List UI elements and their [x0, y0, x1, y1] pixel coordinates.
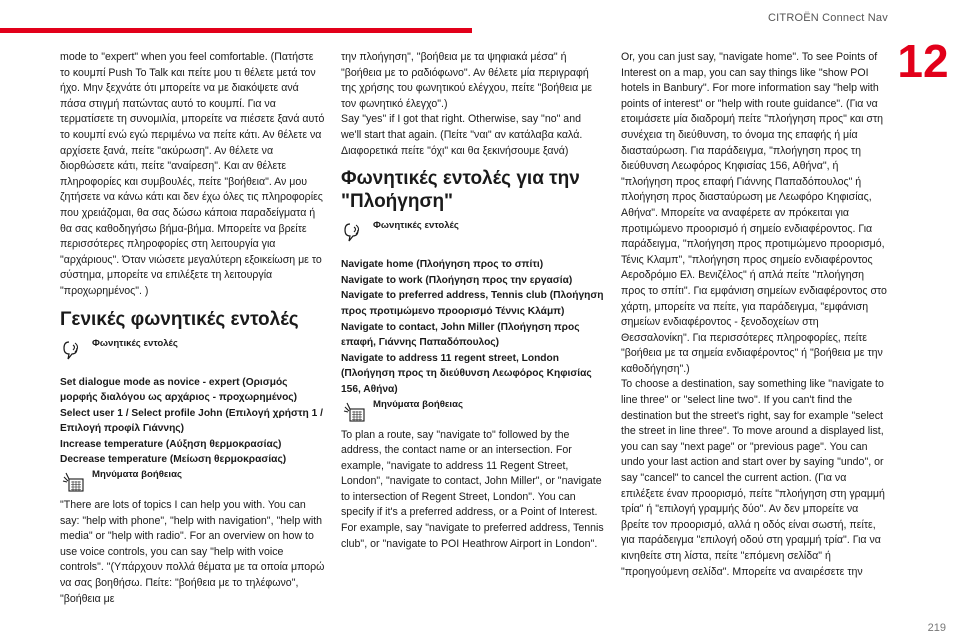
manual-title: CITROËN Connect Nav: [768, 12, 888, 24]
command-item: Navigate home (Πλοήγηση προς το σπίτι): [341, 259, 544, 271]
command-item: Set dialogue mode as novice - expert (Ορισμός μορφής διαλόγου ως αρχάριος - προχωρημένος): [60, 376, 297, 404]
command-item: Decrease temperature (Μείωση θερμοκρασίας): [60, 454, 287, 466]
help-message-icon: [341, 398, 367, 424]
command-item: Navigate to work (Πλοήγηση προς την εργασία): [341, 274, 573, 286]
navigation-help-paragraph: Or, you can just say, "navigate home". To see Points of Interest on a map, you can say things like "show POI hotels in Banbury". For more information say "help with points of interest" or "help with route guidance". (Για να ετοιμάσετε μία διαδρομή πείτε "πλοήγηση προς" και στη συνέχεια τη διεύθυνση, το όνομα της επαφής ή μία διασταύρωση. Για παράδειγμα, "πλοήγηση προς τη διεύθυνση Λεωφόρος Κηφισίας 156, Αθήνα", ή "πλοήγηση προς επαφή Γιάννης Παπαδόπουλος" ή πλοήγηση προς διασταύρωση με Λεωφόρο Κηφισίας, Αθήνα". Μπορείτε να αναφέρετε αν πρόκειται για προτιμώμενο προορισμό ή σημείο ενδιαφέροντος. Για παράδειγμα, "πλοήγηση προς προτιμώμενο προορισμό, Τένις Κλαμπ", "πλοήγηση προς σημείο ενδιαφέροντος Αεροδρόμιο Ελ. Βενιζέλος" ή απλά πείτε "πλοήγηση προς το σπίτι". Για εμφάνιση σημείων ενδιαφέροντος στο χάρτη, μπορείτε να πείτε, για παράδειγμα, "εμφάνιση σημείων ενδιαφέροντος - ξενοδοχείων στη Θεσσαλονίκη". Για περισσότερες πληροφορίες, πείτε "βοήθεια με τα σημεία ενδιαφέροντος" ή "βοήθεια με την καθοδήγηση".): [621, 51, 887, 375]
header-accent-bar: [0, 28, 472, 33]
command-item: Navigate to contact, John Miller (Πλοήγηση προς επαφή, Γιάννης Παπαδόπουλος): [341, 321, 580, 349]
voice-command-icon: [341, 219, 367, 245]
command-item: Navigate to address 11 regent street, London (Πλοήγηση προς τη διεύθυνση Λεωφόρος Κηφισίας 156, Αθήνα): [341, 352, 592, 395]
column-1: [60, 50, 326, 607]
column-2: [341, 50, 604, 552]
column-3: [621, 50, 887, 580]
help-messages-label: Μηνύματα βοήθειας: [373, 398, 463, 410]
command-item: Navigate to preferred address, Tennis club (Πλοήγηση προς προτιμώμενο προορισμό Τέννις Κλάμπ): [341, 290, 604, 317]
help-messages-subheading: [341, 398, 604, 424]
page-number: 219: [927, 622, 946, 634]
help-message-icon: [60, 468, 86, 494]
help-messages-label: Μηνύματα βοήθειας: [92, 469, 182, 481]
help-paragraph: To plan a route, say "navigate to" followed by the address, the contact name or an intersection. For example, "navigate to address 11 Regent Street, London", "navigate to contact, John Miller", or "navigate to intersection of Regent Street, London". You can specify if it's a preferred address, or a Point of Interest. For example, say "navigate to preferred address, Tennis club", or "navigate to POI Heathrow Airport in London".: [341, 428, 604, 550]
voice-commands-subheading: [341, 219, 604, 245]
voice-commands-label: Φωνητικές εντολές: [92, 337, 178, 349]
continued-paragraph: την πλοήγηση", "βοήθεια με τα ψηφιακά μέσα" ή "βοήθεια με το ραδιόφωνο". Αν θέλετε μία περιγραφή της χρήσης του φωνητικού ελέγχου, πείτε "βοήθεια με τον φωνητικό έλεγχο".): [341, 51, 593, 110]
voice-commands-label: Φωνητικές εντολές: [373, 220, 459, 232]
chapter-number: 12: [897, 35, 949, 87]
help-messages-subheading: [60, 468, 326, 494]
general-voice-commands-heading: Γενικές φωνητικές εντολές: [60, 308, 299, 330]
navigation-voice-commands-heading: Φωνητικές εντολές για την "Πλοήγηση": [341, 168, 580, 213]
command-item: Select user 1 / Select profile John (Επιλογή χρήστη 1 / Επιλογή προφίλ Γιάννης): [60, 407, 323, 435]
confirmation-paragraph: Say "yes" if I got that right. Otherwise, say "no" and we'll start that again. (Πείτε "ναι" αν κατάλαβα καλά. Διαφορετικά πείτε "όχι" και θα ξεκινήσουμε ξανά): [341, 113, 583, 157]
destination-help-paragraph: To choose a destination, say something like "navigate to line three" or "select line two". If you can't find the destination but the street's right, say for example "select the street in line three". To move around a displayed list, you can say "next page" or "previous page". You can undo your last action and start over by saying "undo", or say "cancel" to cancel the current action. (Για να επιλέξετε έναν προορισμό, πείτε "πλοήγηση στη γραμμή τρία" ή "επιλογή γραμμής δύο". Αν δεν μπορείτε να βρείτε τον προορισμό, αλλά η οδός είναι σωστή, πείτε, για παράδειγμα "επιλογή οδού στη γραμμή τρία". Για να κινηθείτε στη λίστα, πείτε "επόμενη σελίδα" ή "προηγούμενη σελίδα". Μπορείτε να αναιρέσετε την: [621, 378, 885, 578]
voice-commands-subheading: [60, 337, 326, 363]
help-paragraph: "There are lots of topics I can help you with. You can say: "help with phone", "help with navigation", "help with media" or "help with radio". For an overview on how to use voice controls, you can say "help with voice controls". "(Υπάρχουν πολλά θέματα με τα οποία μπορώ να σας βοηθήσω. Πείτε: "βοήθεια με το τηλέφωνο", "βοήθεια με: [60, 499, 325, 605]
voice-command-icon: [60, 337, 86, 363]
command-item: Increase temperature (Αύξηση θερμοκρασίας): [60, 438, 282, 450]
intro-paragraph: mode to "expert" when you feel comfortable. (Πατήστε το κουμπί Push To Talk και πείτε μου τι θέλετε μετά τον ήχο. Μην ξεχνάτε ότι μπορείτε να με διακόψετε ανά πάσα στιγμή πατώντας αυτό το κουμπί. Για να τερματίσετε τη συνομιλία, μπορείτε να πιέσετε ξανά αυτό το κουμπί ενώ εγώ περιμένω να πείτε κάτι. Αν θέλετε να αρχίσετε ξανά, πείτε "ακύρωση". Αν θέλετε να διορθώσετε κάτι, πείτε "αναίρεση". Και αν θέλετε πληροφορίες και συμβουλές, πείτε "βοήθεια". Αν μου ζητήσετε να κάνω κάτι και δεν έχω όλες τις πληροφορίες που χρειάζομαι, θα σας δώσω κάποια παραδείγματα ή θα σας καθοδηγήσω βήμα-βήμα. Μπορείτε να βρείτε περισσότερες πληροφορίες στη λειτουργία για "αρχάριους". Όταν νιώσετε μεγαλύτερη εξοικείωση με το σύστημα, μπορείτε να επιλέξετε τη λειτουργία "προχωρημένος". ): [60, 51, 325, 297]
